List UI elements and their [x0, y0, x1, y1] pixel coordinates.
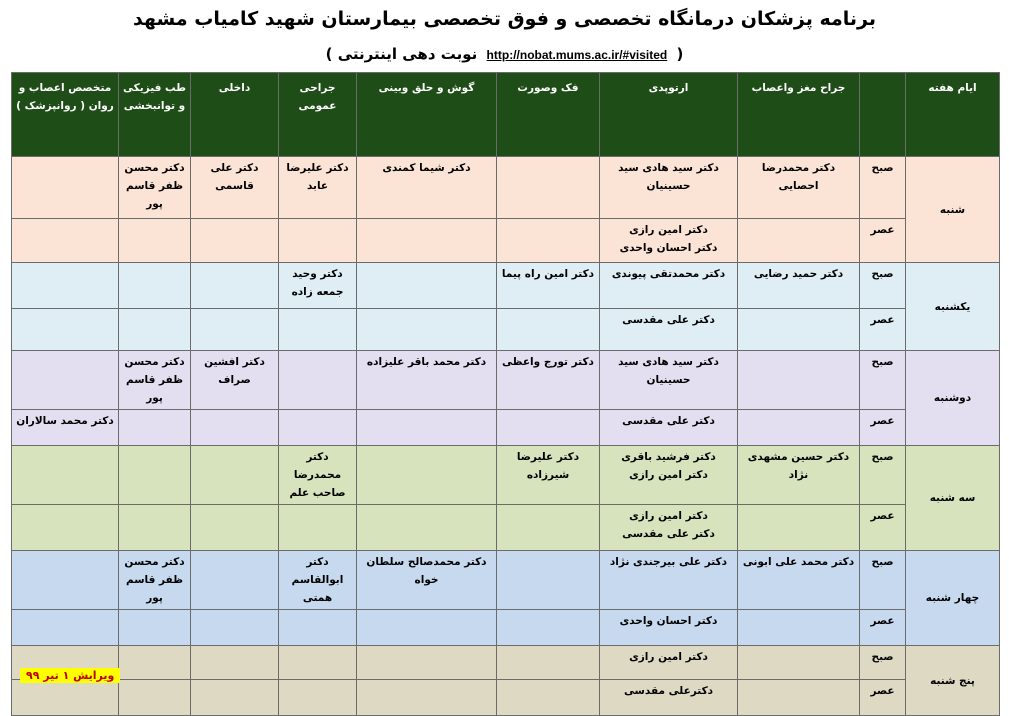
shift-cell: صبح — [860, 646, 906, 680]
schedule-cell: دکتر محمدصالح سلطان خواه — [357, 551, 497, 610]
day-cell: سه شنبه — [906, 446, 1000, 551]
table-row — [12, 551, 1000, 610]
schedule-cell — [12, 446, 119, 505]
shift-cell: صبح — [860, 263, 906, 309]
day-cell: شنبه — [906, 157, 1000, 263]
schedule-cell — [357, 646, 497, 680]
schedule-cell — [191, 309, 279, 351]
schedule-cell — [357, 610, 497, 646]
schedule-cell — [738, 646, 860, 680]
schedule-cell — [12, 219, 119, 263]
shift-cell: عصر — [860, 410, 906, 446]
schedule-cell — [279, 646, 357, 680]
header-psychiatry: متخصص اعصاب و روان ( روانپزشک ) — [12, 73, 119, 157]
schedule-cell: دکتر علی بیرجندی نژاد — [600, 551, 738, 610]
header-maxillofacial: فک وصورت — [497, 73, 600, 157]
day-cell: یکشنبه — [906, 263, 1000, 351]
schedule-cell — [497, 309, 600, 351]
table-row — [12, 610, 1000, 646]
table-header-row — [12, 73, 1000, 157]
schedule-cell: دکتر علیرضا شیرزاده — [497, 446, 600, 505]
schedule-cell: دکتر فرشید باقری دکتر امین رازی — [600, 446, 738, 505]
shift-cell: صبح — [860, 446, 906, 505]
schedule-cell — [191, 646, 279, 680]
online-booking-label: نوبت دهی اینترنتی — [337, 45, 478, 63]
schedule-cell: دکتر علی مقدسی — [600, 309, 738, 351]
schedule-cell — [497, 680, 600, 716]
schedule-cell — [191, 410, 279, 446]
shift-cell: عصر — [860, 505, 906, 551]
schedule-cell: دکتر افشین صراف — [191, 351, 279, 410]
schedule-cell — [12, 157, 119, 219]
schedule-cell — [497, 610, 600, 646]
schedule-cell — [191, 263, 279, 309]
schedule-cell — [738, 219, 860, 263]
schedule-cell — [738, 610, 860, 646]
schedule-cell: دکتر محسن ظفر قاسم پور — [119, 157, 191, 219]
header-ent: گوش و حلق وبینی — [357, 73, 497, 157]
shift-cell: صبح — [860, 351, 906, 410]
table-row — [12, 351, 1000, 410]
schedule-cell: دکتر حمید رضایی — [738, 263, 860, 309]
schedule-cell — [119, 309, 191, 351]
header-orthopedics: ارتوپدی — [600, 73, 738, 157]
shift-cell: صبح — [860, 551, 906, 610]
shift-cell: عصر — [860, 309, 906, 351]
schedule-cell — [357, 680, 497, 716]
schedule-cell — [119, 219, 191, 263]
schedule-cell: دکتر سید هادی سید حسینیان — [600, 157, 738, 219]
table-row — [12, 410, 1000, 446]
header-physio: طب فیزیکی و توانبخشی — [119, 73, 191, 157]
schedule-cell — [279, 351, 357, 410]
schedule-cell: دکتر وحید جمعه زاده — [279, 263, 357, 309]
schedule-cell — [12, 610, 119, 646]
header-shift — [860, 73, 906, 157]
schedule-cell — [12, 505, 119, 551]
schedule-cell: دکتر امین راه پیما — [497, 263, 600, 309]
schedule-cell — [12, 680, 119, 716]
table-row — [12, 309, 1000, 351]
shift-cell: عصر — [860, 610, 906, 646]
table-row — [12, 446, 1000, 505]
schedule-cell: دکتر تورج واعظی — [497, 351, 600, 410]
schedule-cell: دکتر علی مقدسی — [600, 410, 738, 446]
table-row — [12, 646, 1000, 680]
schedule-cell: دکتر احسان واحدی — [600, 610, 738, 646]
shift-cell: عصر — [860, 680, 906, 716]
schedule-cell: دکتر محمدتقی پیوندی — [600, 263, 738, 309]
schedule-cell: دکتر محمد باقر علیزاده — [357, 351, 497, 410]
schedule-cell — [279, 219, 357, 263]
schedule-cell: دکتر علیرضا عابد — [279, 157, 357, 219]
schedule-cell: دکترعلی مقدسی — [600, 680, 738, 716]
schedule-cell: دکتر امین رازی دکتر احسان واحدی — [600, 219, 738, 263]
shift-cell: صبح — [860, 157, 906, 219]
schedule-cell — [279, 505, 357, 551]
schedule-cell: دکتر محسن ظفر قاسم پور — [119, 551, 191, 610]
schedule-cell: دکتر ابوالقاسم همتی — [279, 551, 357, 610]
schedule-cell — [497, 410, 600, 446]
subtitle-close-paren: ) — [676, 45, 684, 63]
schedule-cell: دکتر محمد علی ابونی — [738, 551, 860, 610]
day-cell: چهار شنبه — [906, 551, 1000, 646]
schedule-cell — [12, 551, 119, 610]
header-internal: داخلی — [191, 73, 279, 157]
schedule-body — [12, 157, 1000, 716]
doctors-schedule-table — [11, 72, 1000, 716]
schedule-cell — [357, 505, 497, 551]
header-general-surgery: جراحی عمومی — [279, 73, 357, 157]
schedule-cell — [191, 446, 279, 505]
schedule-cell — [738, 410, 860, 446]
schedule-cell — [119, 446, 191, 505]
day-cell: دوشنبه — [906, 351, 1000, 446]
schedule-cell — [119, 680, 191, 716]
schedule-cell — [357, 446, 497, 505]
schedule-cell — [497, 646, 600, 680]
schedule-cell — [738, 505, 860, 551]
schedule-cell — [279, 610, 357, 646]
schedule-cell: دکتر محمد سالاران — [12, 410, 119, 446]
schedule-cell — [279, 309, 357, 351]
schedule-cell — [738, 680, 860, 716]
schedule-cell — [357, 309, 497, 351]
schedule-cell — [119, 410, 191, 446]
schedule-cell — [738, 351, 860, 410]
shift-cell: عصر — [860, 219, 906, 263]
schedule-cell — [191, 505, 279, 551]
table-row — [12, 263, 1000, 309]
page-subtitle — [0, 45, 1009, 63]
schedule-cell: دکتر حسین مشهدی نژاد — [738, 446, 860, 505]
schedule-cell — [191, 219, 279, 263]
header-neuro-surgery: جراح مغز واعصاب — [738, 73, 860, 157]
day-cell: پنج شنبه — [906, 646, 1000, 716]
schedule-cell — [12, 263, 119, 309]
schedule-cell — [357, 219, 497, 263]
page-title: برنامه پزشکان درمانگاه تخصصی و فوق تخصصی بیمارستان شهید کامیاب مشهد — [133, 8, 876, 30]
table-row — [12, 219, 1000, 263]
schedule-cell — [279, 680, 357, 716]
subtitle-open-paren: ( — [325, 45, 333, 63]
schedule-cell — [497, 157, 600, 219]
schedule-cell: دکتر امین رازی دکتر علی مقدسی — [600, 505, 738, 551]
table-row — [12, 505, 1000, 551]
schedule-cell: دکتر محمدرضا احصایی — [738, 157, 860, 219]
schedule-cell — [357, 410, 497, 446]
schedule-cell — [12, 309, 119, 351]
schedule-cell: دکتر امین رازی — [600, 646, 738, 680]
schedule-cell — [357, 263, 497, 309]
schedule-cell — [119, 610, 191, 646]
schedule-cell — [279, 410, 357, 446]
schedule-cell — [119, 505, 191, 551]
schedule-cell — [119, 646, 191, 680]
schedule-cell — [497, 219, 600, 263]
schedule-cell — [191, 551, 279, 610]
schedule-cell: دکتر علی قاسمی — [191, 157, 279, 219]
header-day: ایام هفته — [906, 73, 1000, 157]
schedule-cell — [191, 610, 279, 646]
schedule-cell: دکتر محسن ظفر قاسم پور — [119, 351, 191, 410]
table-row — [12, 157, 1000, 219]
schedule-cell — [191, 680, 279, 716]
schedule-cell — [497, 505, 600, 551]
schedule-cell — [119, 263, 191, 309]
schedule-cell: دکتر شیما کمندی — [357, 157, 497, 219]
schedule-cell — [738, 309, 860, 351]
booking-url-link[interactable]: http://nobat.mums.ac.ir/#visited — [486, 48, 668, 62]
schedule-cell: دکتر محمدرضا صاحب علم — [279, 446, 357, 505]
version-label: ویرایش ۱ تیر ۹۹ — [20, 668, 120, 683]
schedule-cell — [12, 351, 119, 410]
schedule-cell: دکتر سید هادی سید حسینیان — [600, 351, 738, 410]
schedule-cell — [497, 551, 600, 610]
table-row — [12, 680, 1000, 716]
